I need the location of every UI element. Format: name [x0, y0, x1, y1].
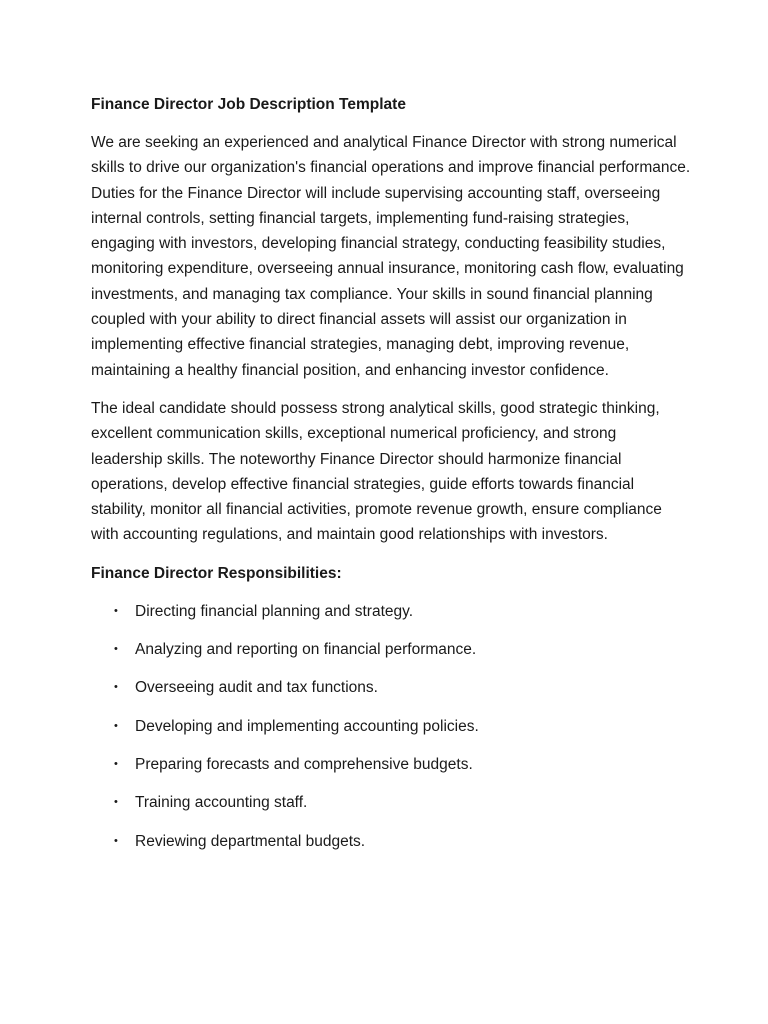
ideal-candidate-paragraph: The ideal candidate should possess strong analytical skills, good strategic thinking, excellent communication skills, exceptional numerical proficiency, and strong leadership skills. The noteworthy Finance Director should harmonize financial operations, develop effective financial strategies, guide efforts towards financial stability, monitor all financial activities, promote revenue growth, ensure compliance with accounting regulations, and maintain good relationships with investors.: [91, 399, 662, 544]
list-item-text: Training accounting staff.: [135, 794, 308, 812]
document-body: [91, 92, 691, 867]
bullet-icon: •: [114, 719, 118, 732]
list-item: [91, 599, 691, 624]
list-item-text: Directing financial planning and strategy.: [135, 602, 414, 620]
list-item: [91, 790, 691, 815]
list-item: [91, 829, 691, 854]
bullet-icon: •: [114, 834, 118, 847]
responsibilities-heading: Finance Director Responsibilities:: [91, 564, 342, 582]
list-item-text: Developing and implementing accounting policies.: [135, 717, 479, 735]
bullet-icon: •: [114, 681, 118, 694]
list-item: [91, 714, 691, 739]
bullet-icon: •: [114, 604, 118, 617]
list-item-text: Overseeing audit and tax functions.: [135, 679, 378, 697]
document-title: Finance Director Job Description Template: [91, 96, 406, 113]
bullet-icon: •: [114, 796, 118, 809]
list-item-text: Reviewing departmental budgets.: [135, 832, 366, 850]
bullet-icon: •: [114, 643, 118, 656]
list-item-text: Analyzing and reporting on financial performance.: [135, 641, 477, 659]
bullet-icon: •: [114, 757, 118, 770]
list-item: [91, 637, 691, 662]
responsibilities-list: [91, 599, 691, 854]
list-item-text: Preparing forecasts and comprehensive budgets.: [135, 755, 473, 773]
intro-paragraph: We are seeking an experienced and analytical Finance Director with strong numerical skills to drive our organization's financial operations and improve financial performance. Duties for the Finance Director will include supervising accounting staff, overseeing internal controls, setting financial targets, implementing fund-raising strategies, engaging with investors, developing financial strategy, conducting feasibility studies, monitoring expenditure, overseeing annual insurance, monitoring cash flow, evaluating investments, and managing tax compliance. Your skills in sound financial planning coupled with your ability to direct financial assets will assist our organization in implementing effective financial strategies, managing debt, improving revenue, maintaining a healthy financial position, and enhancing investor confidence.: [91, 134, 691, 379]
list-item: [91, 752, 691, 777]
list-item: [91, 675, 691, 700]
